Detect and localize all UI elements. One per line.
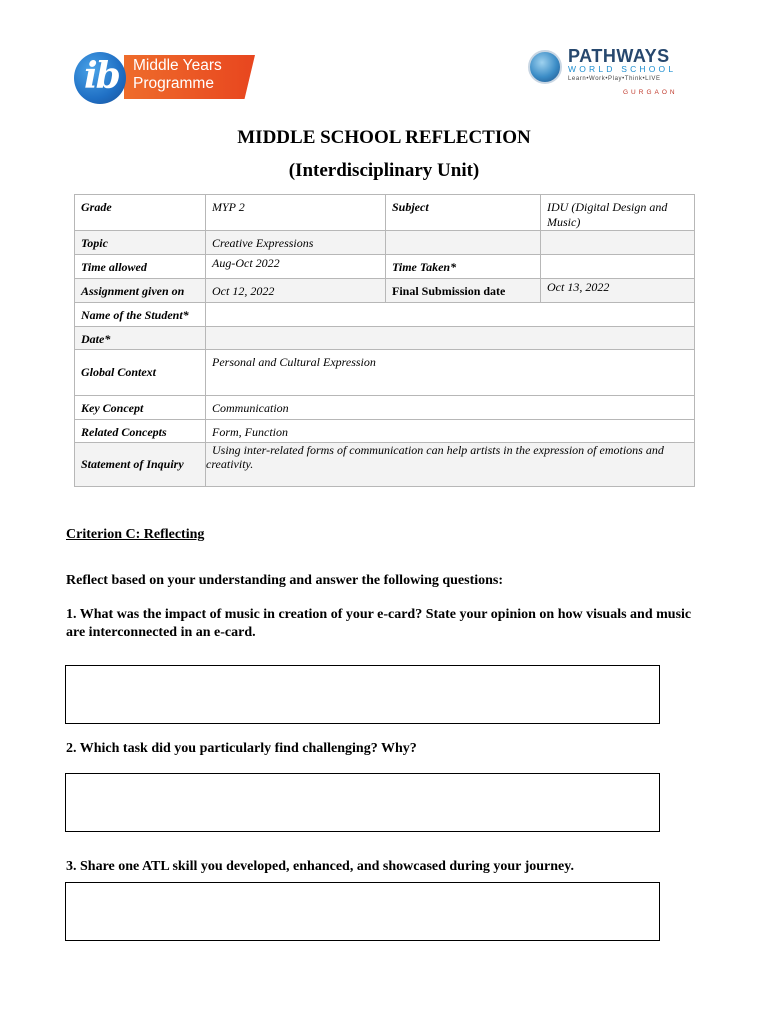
- subject-value: IDU (Digital Design and Music): [541, 195, 695, 231]
- statement-of-inquiry-label: Statement of Inquiry: [75, 443, 206, 487]
- answer-box-3[interactable]: [65, 882, 660, 941]
- global-context-value: Personal and Cultural Expression: [206, 350, 695, 396]
- ib-myp-logo: [74, 50, 256, 104]
- pathways-logo: [526, 46, 692, 102]
- statement-of-inquiry-value: Using inter-related forms of communication can help artists in the expression of emotions and creativity.: [206, 443, 695, 487]
- time-taken-value[interactable]: [541, 255, 695, 279]
- date-field[interactable]: [206, 327, 695, 350]
- ib-mark: ib: [84, 55, 119, 97]
- pathways-sub: WORLD SCHOOL: [568, 64, 677, 74]
- instruction-text: Reflect based on your understanding and answer the following questions:: [66, 573, 504, 588]
- question-2: 2. Which task did you particularly find challenging? Why?: [66, 741, 417, 756]
- related-concepts-label: Related Concepts: [75, 420, 206, 443]
- unit-info-table: [74, 194, 695, 487]
- assignment-given-label: Assignment given on: [75, 279, 206, 303]
- topic-empty-cell-2: [541, 231, 695, 255]
- pathways-city: GURGAON: [623, 89, 678, 96]
- student-name-field[interactable]: [206, 303, 695, 327]
- time-taken-label: Time Taken*: [386, 255, 541, 279]
- date-label: Date*: [75, 327, 206, 350]
- topic-label: Topic: [75, 231, 206, 255]
- final-submission-label: Final Submission date: [386, 279, 541, 303]
- globe-icon: [528, 50, 562, 84]
- criterion-heading: Criterion C: Reflecting: [66, 527, 205, 542]
- key-concept-label: Key Concept: [75, 396, 206, 420]
- question-3: 3. Share one ATL skill you developed, enhanced, and showcased during your journey.: [66, 859, 574, 874]
- final-submission-value: Oct 13, 2022: [541, 279, 695, 303]
- key-concept-value: Communication: [206, 396, 695, 420]
- global-context-label: Global Context: [75, 350, 206, 396]
- page-title: MIDDLE SCHOOL REFLECTION: [237, 127, 531, 148]
- question-1: 1. What was the impact of music in creation of your e-card? State your opinion on how visuals and music are interconnected in an e-card.: [66, 607, 692, 640]
- page-subtitle: (Interdisciplinary Unit): [288, 160, 480, 181]
- ib-line1: Middle Years: [133, 57, 222, 74]
- grade-label: Grade: [75, 195, 206, 231]
- topic-value: Creative Expressions: [206, 231, 386, 255]
- subject-label: Subject: [386, 195, 541, 231]
- answer-box-1[interactable]: [65, 665, 660, 724]
- ib-programme-text: [133, 57, 222, 93]
- answer-box-2[interactable]: [65, 773, 660, 832]
- assignment-given-value: Oct 12, 2022: [206, 279, 386, 303]
- topic-empty-cell: [386, 231, 541, 255]
- time-allowed-value: Aug-Oct 2022: [206, 255, 386, 279]
- pathways-name: PATHWAYS: [568, 46, 670, 66]
- ib-line2: Programme: [133, 75, 214, 92]
- time-allowed-label: Time allowed: [75, 255, 206, 279]
- pathways-tagline: Learn•Work•Play•Think•LIVE: [568, 76, 661, 82]
- grade-value: MYP 2: [206, 195, 386, 231]
- related-concepts-value: Form, Function: [206, 420, 695, 443]
- student-name-label: Name of the Student*: [75, 303, 206, 327]
